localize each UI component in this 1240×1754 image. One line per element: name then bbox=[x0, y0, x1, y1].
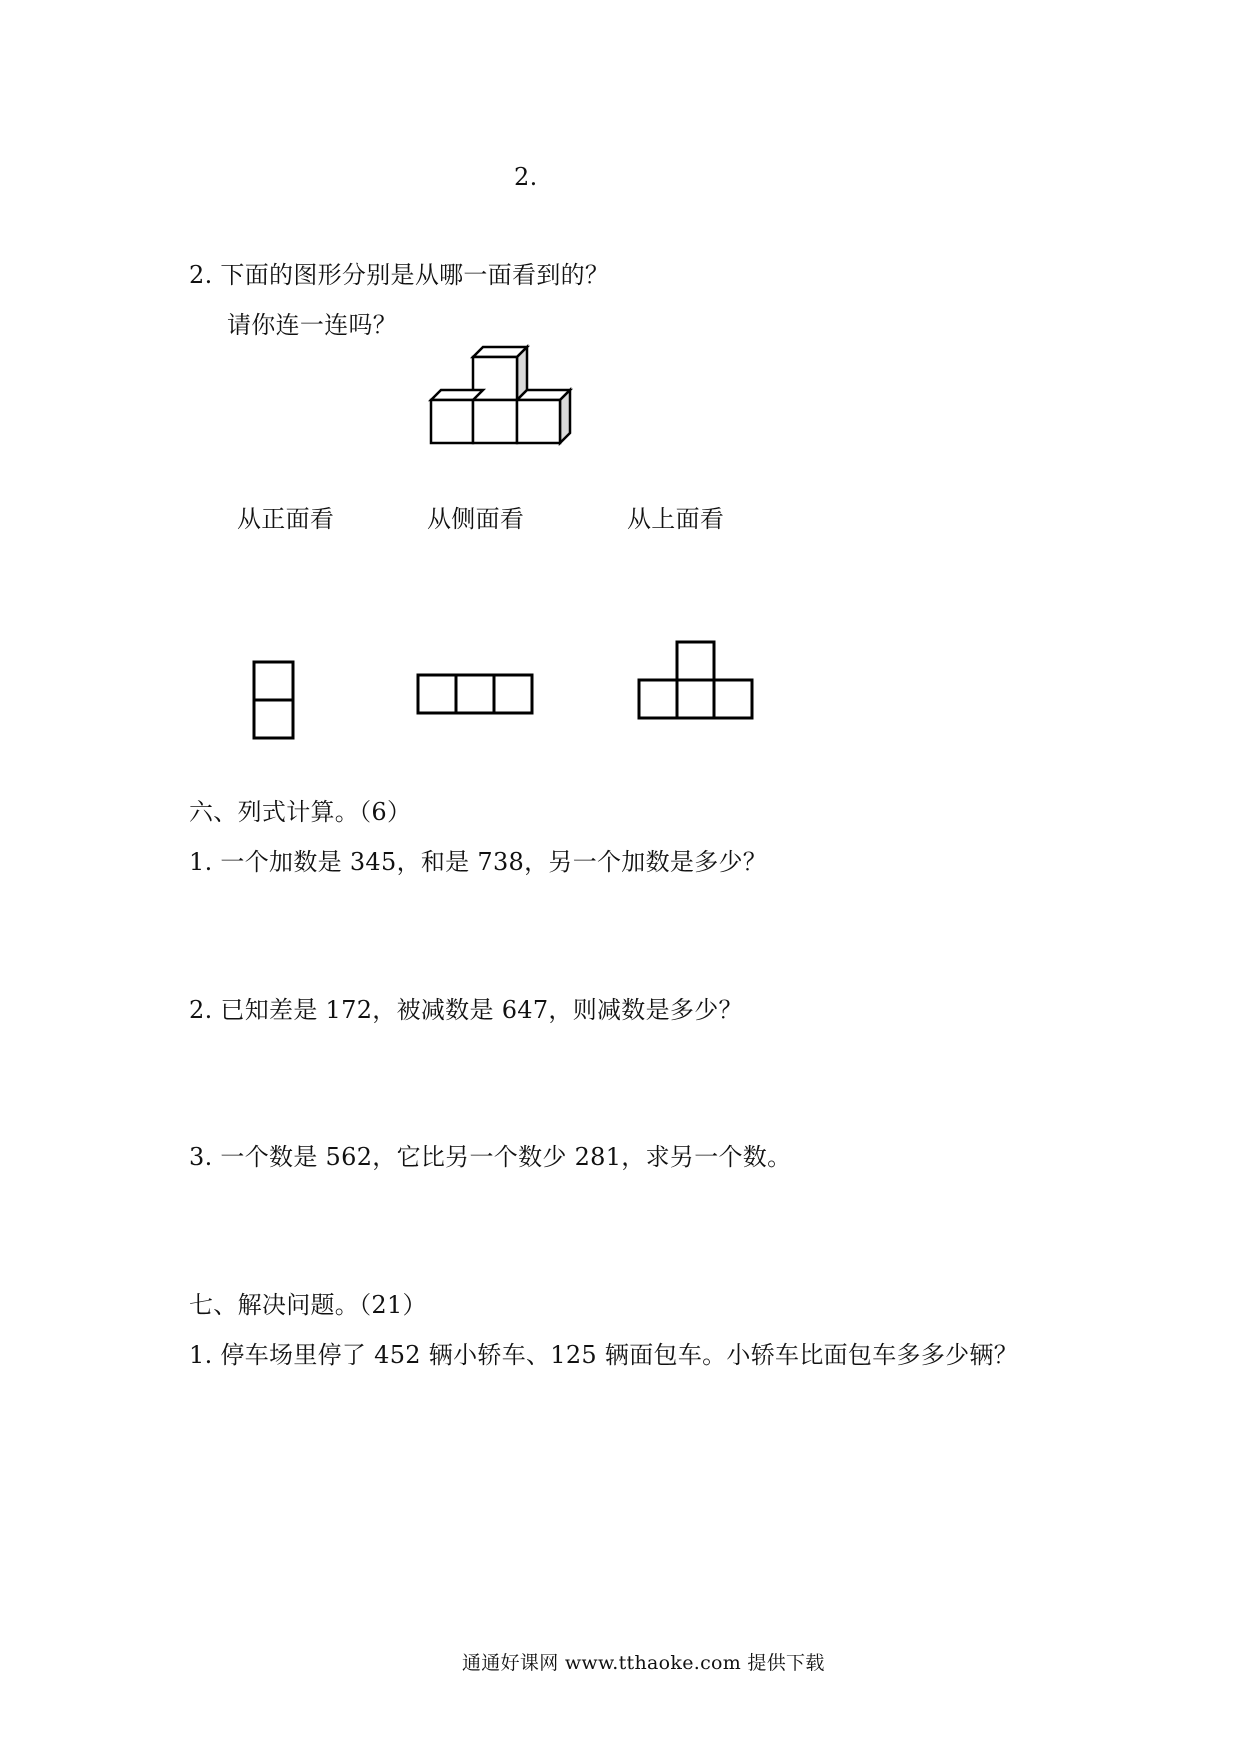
cube-stack-3d-figure bbox=[420, 344, 580, 450]
view-label-side: 从侧面看 bbox=[427, 505, 525, 533]
section6-heading: 六、列式计算。（6） bbox=[189, 798, 412, 826]
view-label-top: 从上面看 bbox=[627, 505, 725, 533]
question2-title: 2. 下面的图形分别是从哪一面看到的？ bbox=[189, 261, 610, 289]
view-label-front: 从正面看 bbox=[237, 505, 335, 533]
left-cube-top-face bbox=[431, 390, 483, 400]
question2-instruction: 请你连一连吗？ bbox=[227, 311, 398, 339]
section6-item-1: 1. 一个加数是 345，和是 738，另一个加数是多少？ bbox=[189, 848, 768, 876]
section7-item-1: 1. 停车场里停了 452 辆小轿车、125 辆面包车。小轿车比面包车多多少辆？ bbox=[189, 1341, 1019, 1369]
right-cube-side-face bbox=[560, 390, 570, 443]
shape-row-three-squares bbox=[414, 670, 538, 718]
section6-item-3: 3. 一个数是 562，它比另一个数少 281，求另一个数。 bbox=[189, 1143, 792, 1171]
middle-cube-front-face bbox=[473, 400, 517, 443]
left-cube-front-face bbox=[431, 400, 473, 443]
right-cube-front-face bbox=[517, 400, 560, 443]
top-marker: 2. bbox=[514, 163, 538, 191]
section7-heading: 七、解决问题。（21） bbox=[189, 1291, 427, 1319]
section6-item-2: 2. 已知差是 172，被减数是 647，则减数是多少？ bbox=[189, 996, 743, 1024]
shape-t-squares bbox=[634, 638, 758, 724]
footer-text: 通通好课网 www.tthaoke.com 提供下载 bbox=[462, 1652, 825, 1674]
shape-vertical-two-squares bbox=[250, 658, 298, 742]
